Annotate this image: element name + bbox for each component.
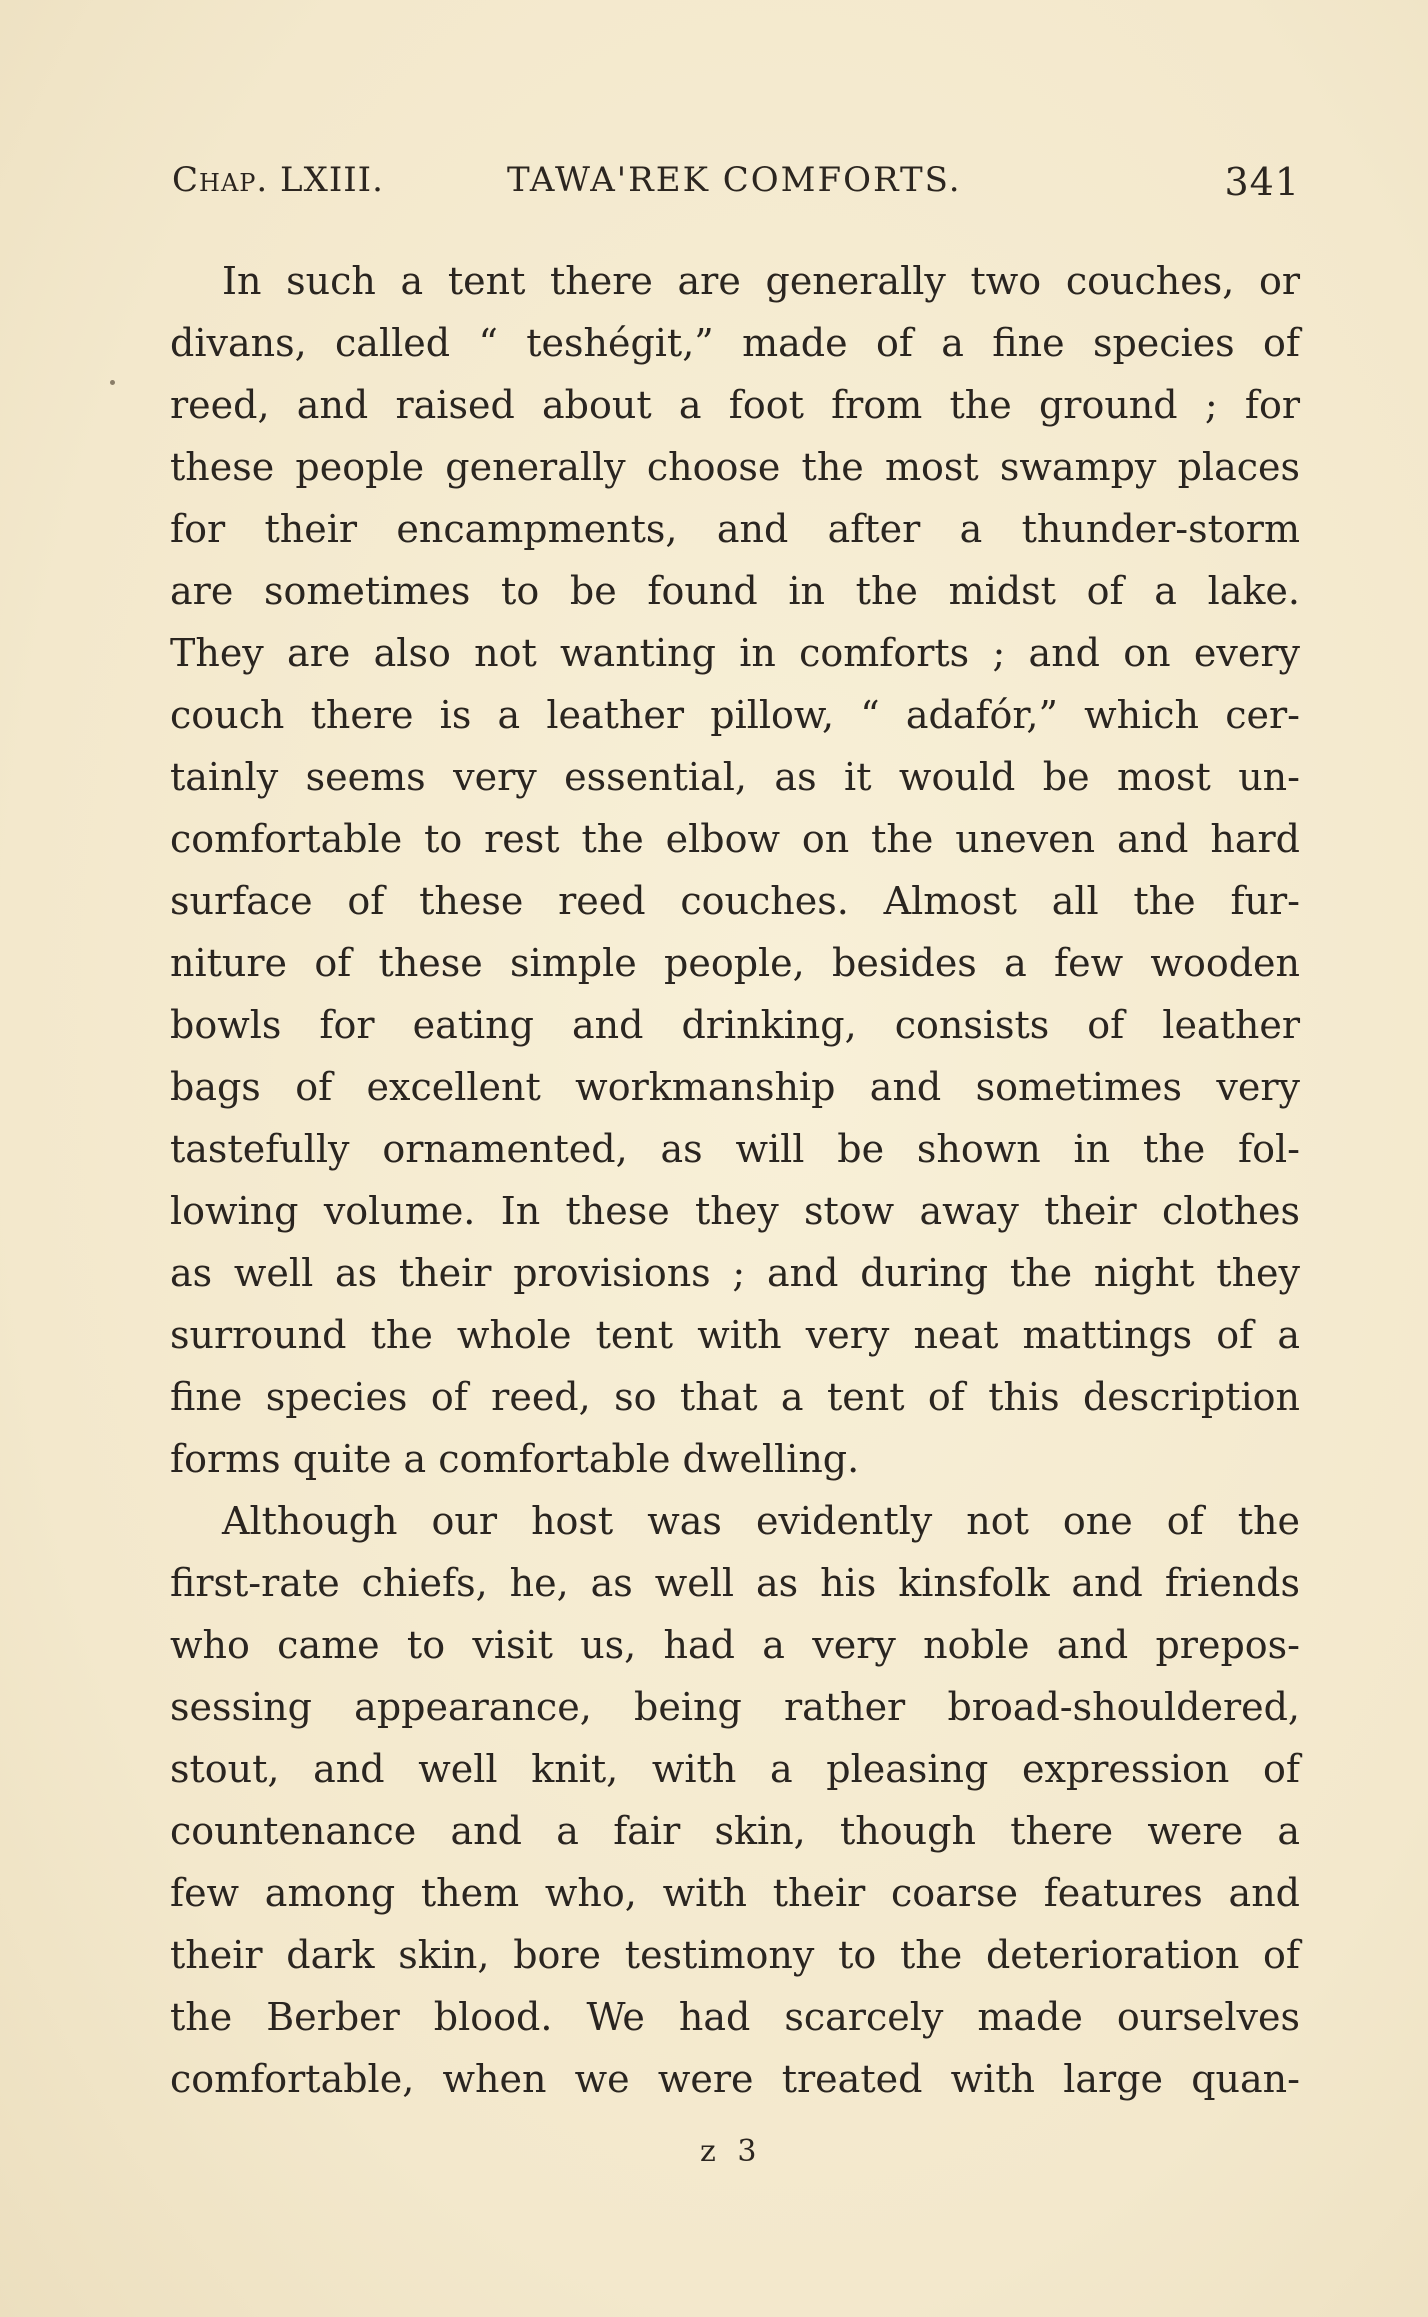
text-line: first-rate chiefs, he, as well as his kinsfolk and friends <box>170 1561 1300 1605</box>
page-number: 341 <box>1224 160 1300 204</box>
text-line: comfortable to rest the elbow on the uneven and hard <box>170 817 1300 861</box>
text-line: comfortable, when we were treated with large quan- <box>170 2057 1300 2101</box>
text-line: for their encampments, and after a thunder-storm <box>170 507 1300 551</box>
paper-speck <box>110 380 115 385</box>
text-line: few among them who, with their coarse features and <box>170 1871 1300 1915</box>
text-line: bowls for eating and drinking, consists of leather <box>170 1003 1300 1047</box>
text-line: divans, called “ teshégit,” made of a fine species of <box>170 321 1300 365</box>
running-title: TAWA'REK COMFORTS. <box>507 160 962 200</box>
text-line: fine species of reed, so that a tent of this description <box>170 1375 1300 1419</box>
text-line: surround the whole tent with very neat mattings of a <box>170 1313 1300 1357</box>
body-text <box>170 250 1300 2110</box>
text-line: sessing appearance, being rather broad-shouldered, <box>170 1685 1300 1729</box>
text-line: Although our host was evidently not one of the <box>222 1499 1300 1543</box>
text-line: reed, and raised about a foot from the ground ; for <box>170 383 1300 427</box>
text-line: tastefully ornamented, as will be shown in the fol- <box>170 1127 1300 1171</box>
text-line: niture of these simple people, besides a few wooden <box>170 941 1300 985</box>
text-line: They are also not wanting in comforts ; and on every <box>170 631 1300 675</box>
text-line: tainly seems very essential, as it would be most un- <box>170 755 1300 799</box>
text-line: bags of excellent workmanship and sometimes very <box>170 1065 1300 1109</box>
text-line: as well as their provisions ; and during the night they <box>170 1251 1300 1295</box>
chapter-label: Chap. LXIII. <box>172 160 384 200</box>
text-line: lowing volume. In these they stow away their clothes <box>170 1189 1300 1233</box>
text-line: In such a tent there are generally two couches, or <box>222 259 1300 303</box>
text-line: these people generally choose the most swampy places <box>170 445 1300 489</box>
signature-mark: z 3 <box>700 2134 763 2169</box>
text-line: couch there is a leather pillow, “ adafór,” which cer- <box>170 693 1300 737</box>
text-line: who came to visit us, had a very noble and prepos- <box>170 1623 1300 1667</box>
running-head <box>172 160 1300 210</box>
text-line: are sometimes to be found in the midst of a lake. <box>170 569 1300 613</box>
text-line: their dark skin, bore testimony to the deterioration of <box>170 1933 1300 1977</box>
text-line: surface of these reed couches. Almost all the fur- <box>170 879 1300 923</box>
text-line: forms quite a comfortable dwelling. <box>170 1437 860 1481</box>
text-line: the Berber blood. We had scarcely made ourselves <box>170 1995 1300 2039</box>
text-line: stout, and well knit, with a pleasing expression of <box>170 1747 1300 1791</box>
text-line: countenance and a fair skin, though there were a <box>170 1809 1300 1853</box>
